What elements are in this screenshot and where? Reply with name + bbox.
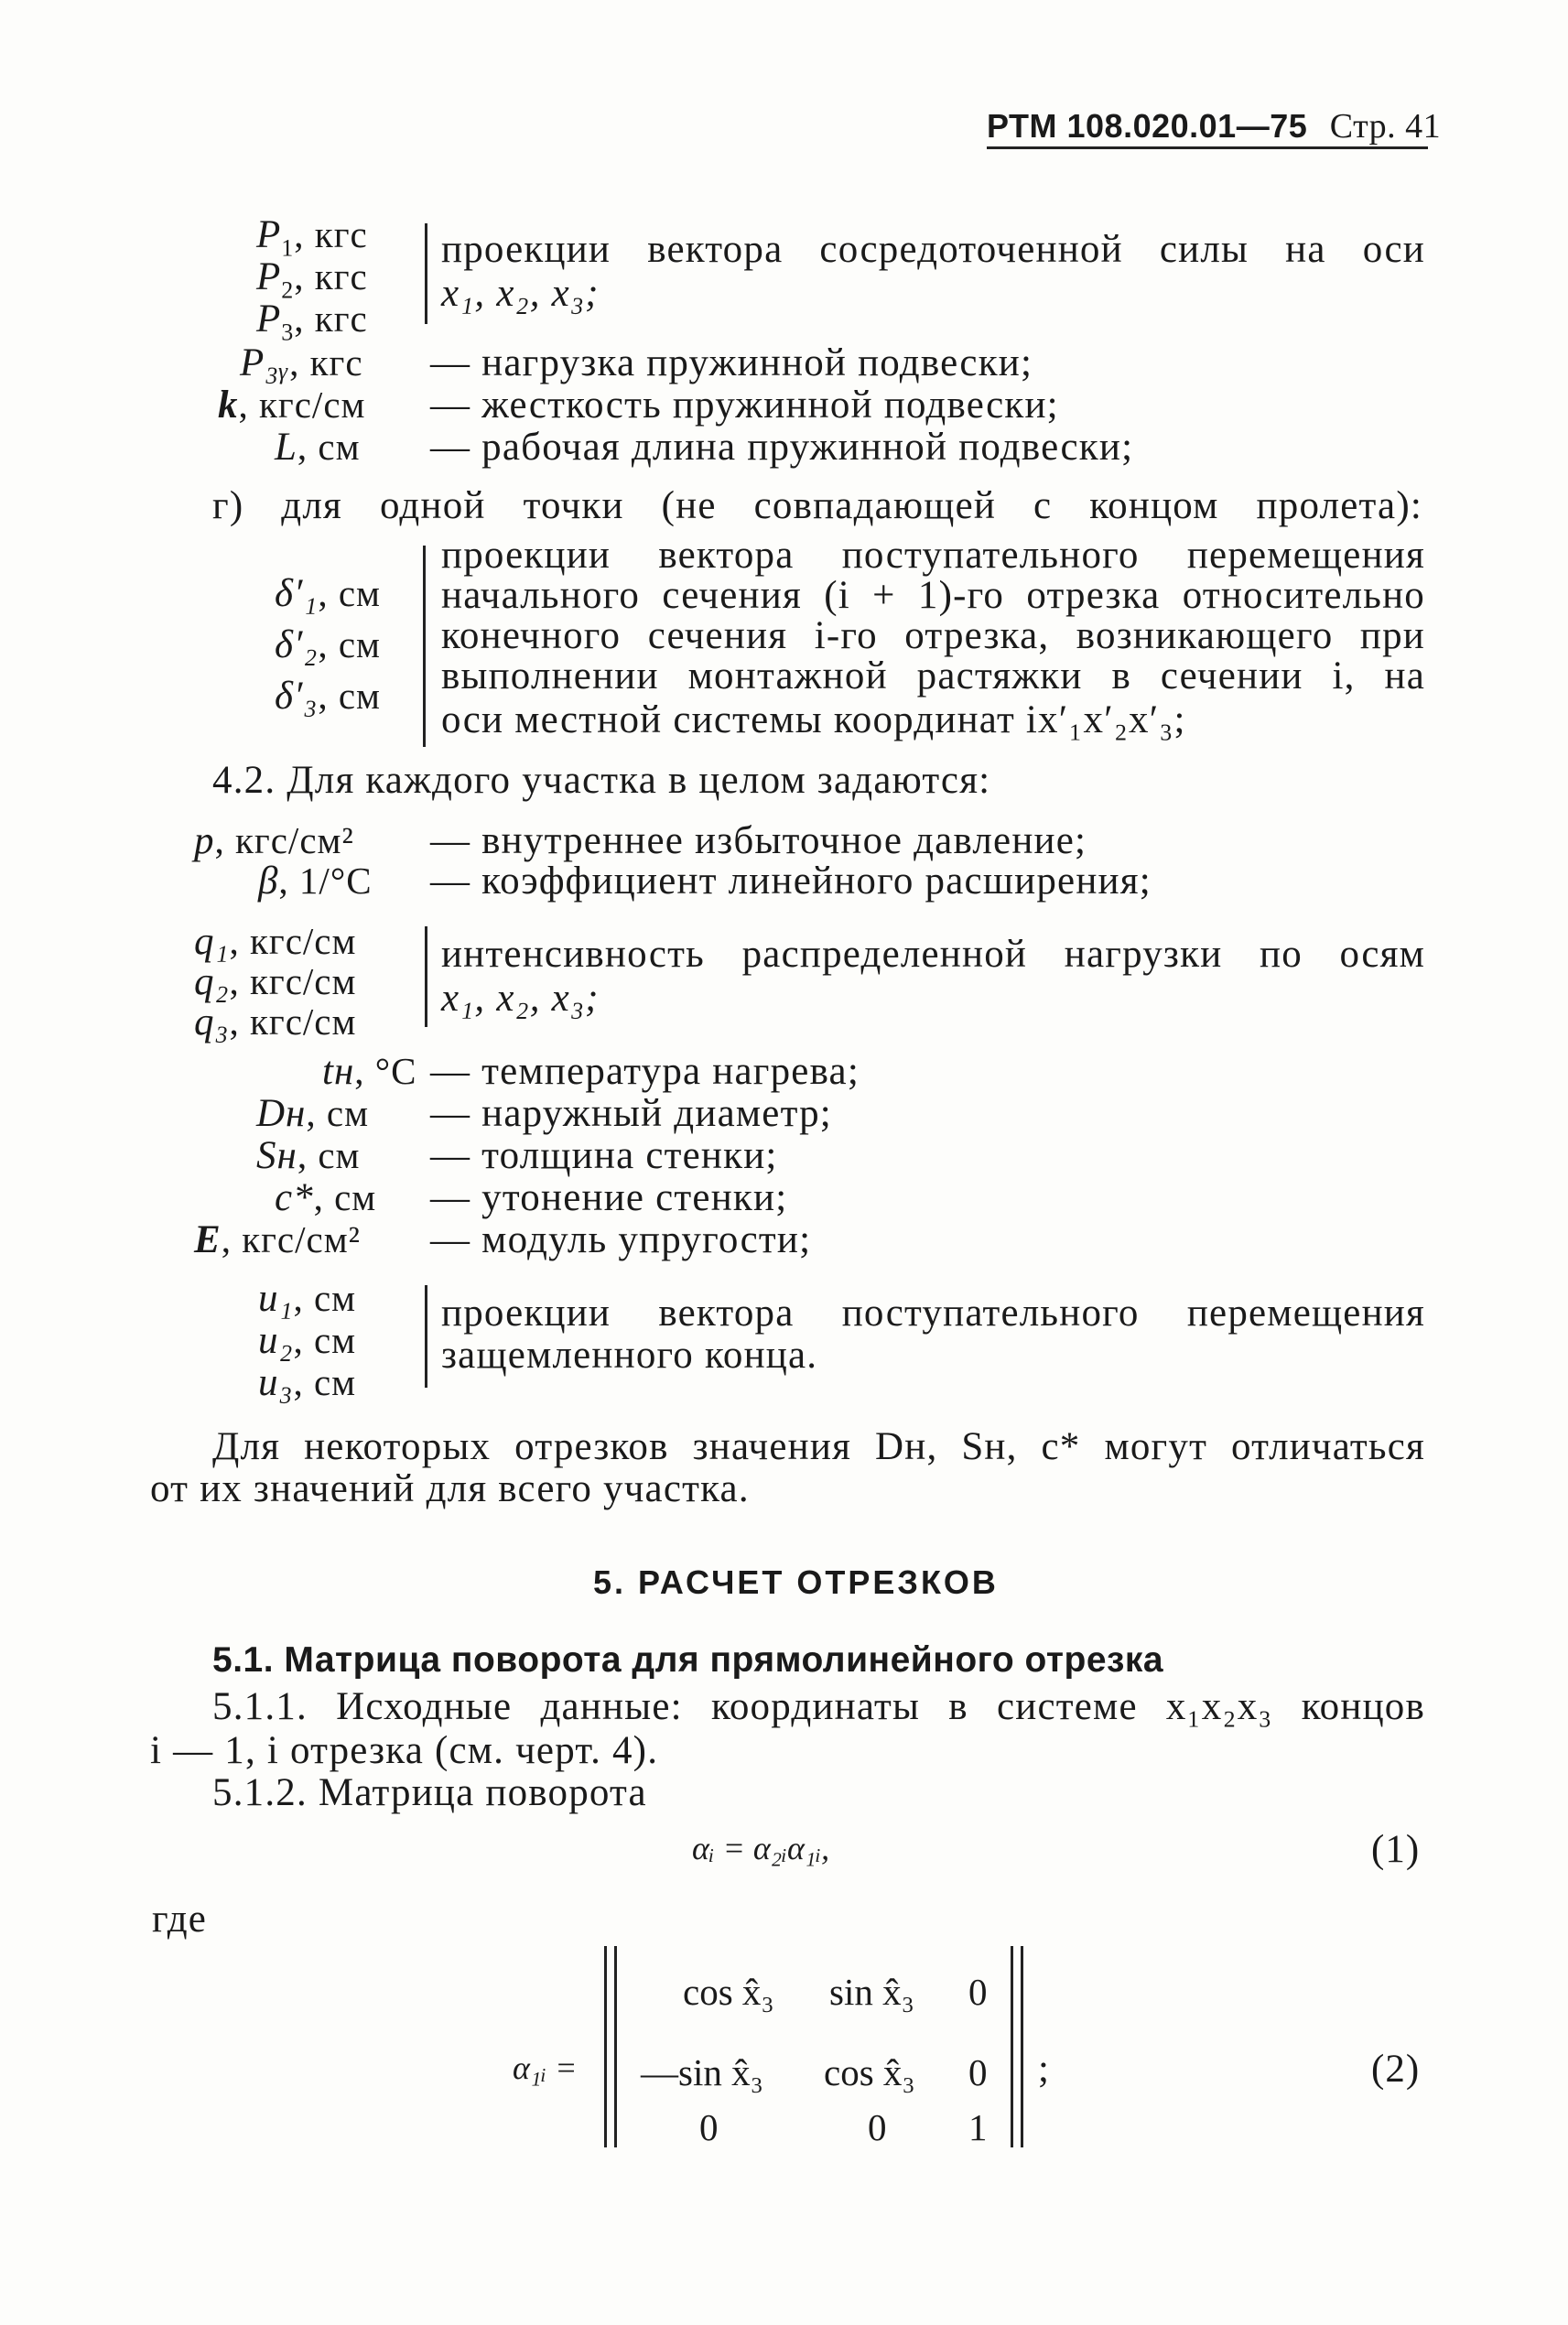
var-p3: $P_3$, кгс bbox=[256, 297, 368, 346]
def-k: k, кгс/см bbox=[218, 384, 366, 427]
brace-q bbox=[416, 926, 427, 1027]
var-delta1: δ′₁, см bbox=[275, 572, 381, 615]
def-sn-desc: — толщина стенки; bbox=[430, 1134, 778, 1177]
formula-1-number: (1) bbox=[1371, 1828, 1421, 1871]
var-delta3: δ′₃, см bbox=[275, 675, 381, 718]
var-u3: u₃, см bbox=[258, 1361, 357, 1404]
matrix-cell-r3c3: 1 bbox=[968, 2106, 988, 2148]
para-5-1-1-a: 5.1.1. Исходные данные: координаты в системе x₁x₂x₃ концов bbox=[212, 1685, 1425, 1728]
def-tn: tн, °С bbox=[322, 1050, 417, 1093]
para-5-1-1-b: i — 1, i отрезка (см. черт. 4). bbox=[150, 1729, 659, 1772]
desc-q-2: x₁, x₂, x₃; bbox=[441, 977, 600, 1020]
where-label: где bbox=[152, 1898, 208, 1941]
def-cstar-desc: — утонение стенки; bbox=[430, 1176, 788, 1219]
var-u1: u₁, см bbox=[258, 1277, 357, 1320]
item-g: г) для одной точки (не совпадающей с концом пролета): bbox=[212, 484, 1422, 527]
def-sn: Sн, см bbox=[256, 1134, 361, 1177]
var-delta2: δ′₂, см bbox=[275, 623, 381, 666]
def-p3y-desc: — нагрузка пружинной подвески; bbox=[430, 341, 1033, 384]
note-line-2: от их значений для всего участка. bbox=[150, 1467, 750, 1510]
var-q2: q₂, кгс/см bbox=[194, 960, 357, 1003]
desc-delta-4: выполнении монтажной растяжки в сечении i, на bbox=[441, 654, 1425, 698]
subsection-5-1: 5.1. Матрица поворота для прямолинейного отрезка bbox=[212, 1640, 1164, 1680]
note-line-1: Для некоторых отрезков значения Dн, Sн, c* могут отличаться bbox=[212, 1425, 1425, 1468]
matrix-cell-r1c2: sin x̂₃ bbox=[829, 1971, 914, 2013]
def-e: E, кгс/см² bbox=[194, 1218, 361, 1261]
def-beta: β, 1/°С bbox=[258, 860, 373, 903]
var-p1: $P_1$, кгс bbox=[256, 213, 368, 262]
def-tn-desc: — температура нагрева; bbox=[430, 1050, 860, 1093]
matrix-cell-r1c3: 0 bbox=[968, 1971, 988, 2013]
def-p: p, кгс/см² bbox=[194, 819, 354, 862]
formula-2-number: (2) bbox=[1371, 2048, 1421, 2091]
desc-u-1: проекции вектора поступательного перемещения bbox=[441, 1292, 1425, 1335]
desc-delta-5: оси местной системы координат ix′₁x′₂x′₃; bbox=[441, 698, 1186, 741]
def-dn-desc: — наружный диаметр; bbox=[430, 1092, 832, 1135]
page-number: Стр. 41 bbox=[1329, 107, 1442, 146]
page-header bbox=[987, 106, 1441, 146]
desc-forces-2: x₁, x₂, x₃; bbox=[441, 272, 600, 315]
matrix-cell-r2c3: 0 bbox=[968, 2051, 988, 2093]
header-rule bbox=[987, 146, 1428, 149]
def-p3y: P₃ᵧ, кгс bbox=[240, 341, 363, 384]
var-u2: u₂, см bbox=[258, 1319, 357, 1362]
def-l-desc: — рабочая длина пружинной подвески; bbox=[430, 426, 1134, 469]
matrix-left-bar bbox=[604, 1946, 617, 2147]
para-5-1-2: 5.1.2. Матрица поворота bbox=[212, 1771, 647, 1814]
def-k-desc: — жесткость пружинной подвески; bbox=[430, 384, 1059, 427]
desc-delta-2: начального сечения (i + 1)-го отрезка относительно bbox=[441, 574, 1425, 617]
matrix-cell-r3c2: 0 bbox=[868, 2106, 887, 2148]
var-q3: q₃, кгс/см bbox=[194, 1000, 357, 1044]
def-e-desc: — модуль упругости; bbox=[430, 1218, 812, 1261]
def-p-desc: — внутреннее избыточное давление; bbox=[430, 819, 1087, 862]
section-title: 5. РАСЧЕТ ОТРЕЗКОВ bbox=[593, 1563, 999, 1601]
matrix-cell-r3c1: 0 bbox=[699, 2106, 719, 2148]
matrix-cell-r2c2: cos x̂₃ bbox=[824, 2051, 915, 2093]
brace-forces bbox=[417, 223, 427, 324]
var-p2: $P_2$, кгс bbox=[256, 255, 368, 304]
desc-u-2: защемленного конца. bbox=[441, 1334, 818, 1377]
desc-delta-1: проекции вектора поступательного перемещения bbox=[441, 534, 1425, 577]
def-cstar: c*, см bbox=[275, 1176, 377, 1219]
desc-forces-1: проекции вектора сосредоточенной силы на оси bbox=[441, 228, 1425, 271]
var-q1: q₁, кгс/см bbox=[194, 920, 357, 963]
def-dn: Dн, см bbox=[256, 1092, 370, 1135]
para-4-2: 4.2. Для каждого участка в целом задаются: bbox=[212, 759, 991, 802]
def-l: L, см bbox=[275, 426, 361, 469]
formula-1: αᵢ = α₂ᵢα₁ᵢ, bbox=[692, 1830, 830, 1866]
matrix-cell-r2c1: —sin x̂₃ bbox=[641, 2051, 763, 2093]
formula-2-tail: ; bbox=[1038, 2048, 1050, 2091]
desc-q-1: интенсивность распределенной нагрузки по осям bbox=[441, 933, 1425, 976]
doc-code: РТМ 108.020.01—75 bbox=[987, 107, 1308, 145]
brace-u bbox=[416, 1285, 427, 1388]
def-beta-desc: — коэффициент линейного расширения; bbox=[430, 860, 1152, 903]
matrix-cell-r1c1: cos x̂₃ bbox=[683, 1971, 774, 2013]
desc-delta-3: конечного сечения i-го отрезка, возникающего при bbox=[441, 614, 1425, 657]
formula-2-lhs: α₁ᵢ = bbox=[513, 2049, 578, 2086]
brace-delta bbox=[414, 546, 426, 747]
matrix-right-bar bbox=[1011, 1946, 1023, 2147]
